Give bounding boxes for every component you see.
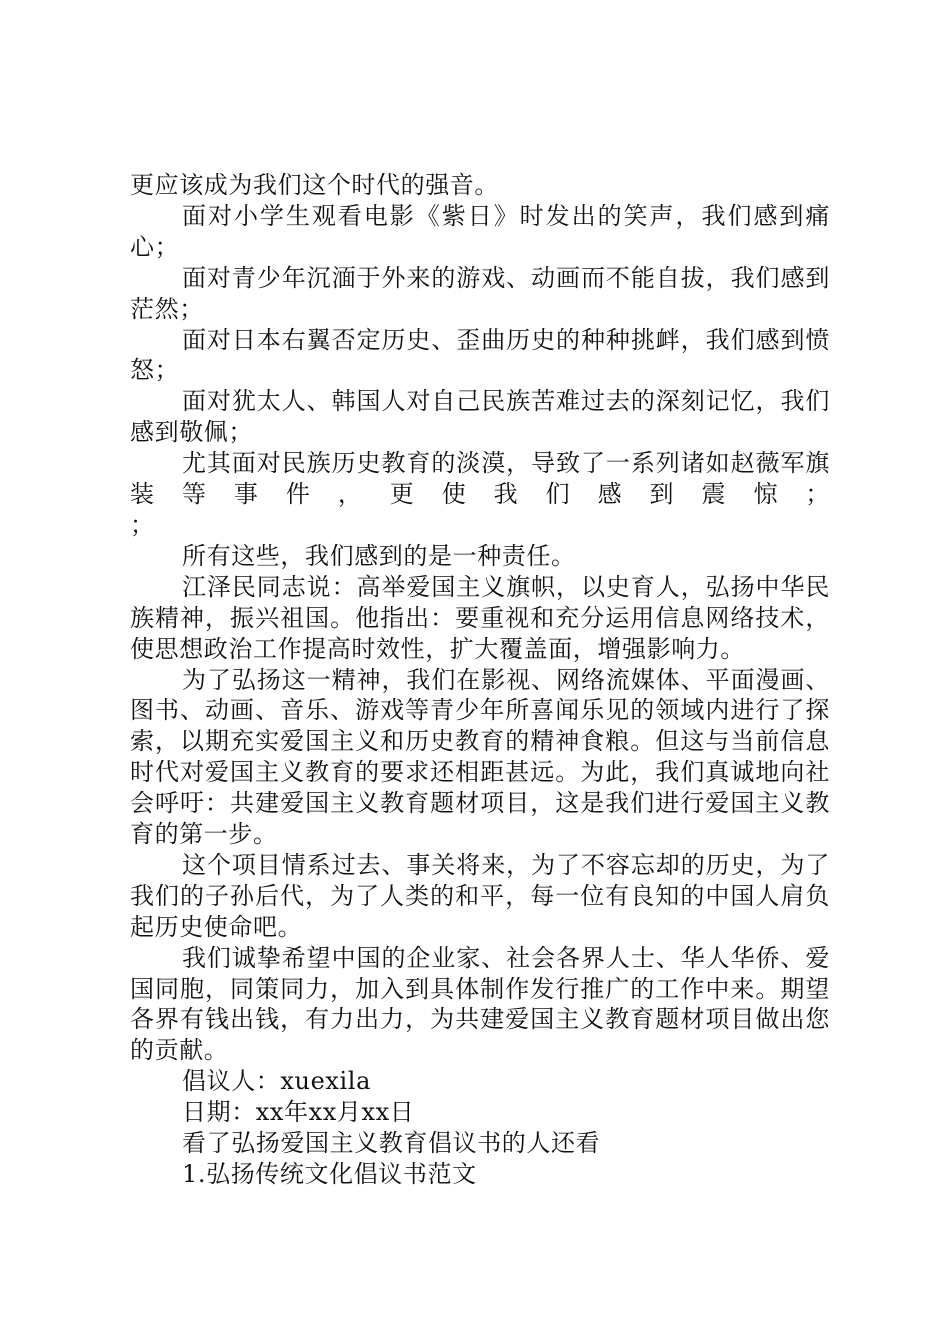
paragraph: 面对犹太人、韩国人对自己民族苦难过去的深刻记忆，我们感到敬佩；: [130, 387, 830, 447]
date-line: 日期：xx年xx月xx日: [182, 1098, 415, 1127]
paragraph: 为了弘扬这一精神，我们在影视、网络流媒体、平面漫画、图书、动画、音乐、游戏等青少年所喜闻乐见的领域内进行了探索，以期充实爱国主义和历史教育的精神食粮。但这与当前信息时代对爱国主义教育的要求还相距甚远。为此，我们真诚地向社会呼吁：共建爱国主义教育题材项目，这是我们进行爱国主义教育的第一步。: [130, 665, 830, 849]
paragraph: 所有这些，我们感到的是一种责任。: [182, 541, 576, 570]
paragraph: 这个项目情系过去、事关将来，为了不容忘却的历史，为了我们的子孙后代，为了人类的和平，每一位有良知的中国人肩负起历史使命吧。: [130, 850, 830, 941]
related-heading: 看了弘扬爱国主义教育倡议书的人还看: [182, 1129, 601, 1158]
document-body: [130, 170, 830, 1190]
paragraph: 更应该成为我们这个时代的强音。: [130, 171, 499, 199]
paragraph: 面对青少年沉湎于外来的游戏、动画而不能自拔，我们感到茫然；: [130, 263, 830, 323]
paragraph: 我们诚挚希望中国的企业家、社会各界人士、华人华侨、爱国同胞，同策同力，加入到具体制作发行推广的工作中来。期望各界有钱出钱，有力出力，为共建爱国主义教育题材项目做出您的贡献。: [130, 943, 830, 1065]
paragraph: 尤其面对民族历史教育的淡漠，导致了一系列诸如赵薇军旗装等事件，更使我们感到震惊；: [130, 449, 830, 509]
paragraph: 面对小学生观看电影《紫日》时发出的笑声，我们感到痛心；: [130, 201, 830, 261]
paragraph: 江泽民同志说：高举爱国主义旗帜，以史育人，弘扬中华民族精神，振兴祖国。他指出：要重视和充分运用信息网络技术，使思想政治工作提高时效性，扩大覆盖面，增强影响力。: [130, 572, 830, 663]
paragraph: ；: [130, 510, 155, 539]
signature-line: 倡议人：xuexila: [182, 1067, 371, 1096]
paragraph: 面对日本右翼否定历史、歪曲历史的种种挑衅，我们感到愤怒；: [130, 325, 830, 385]
related-link[interactable]: 1.弘扬传统文化倡议书范文: [182, 1160, 477, 1188]
